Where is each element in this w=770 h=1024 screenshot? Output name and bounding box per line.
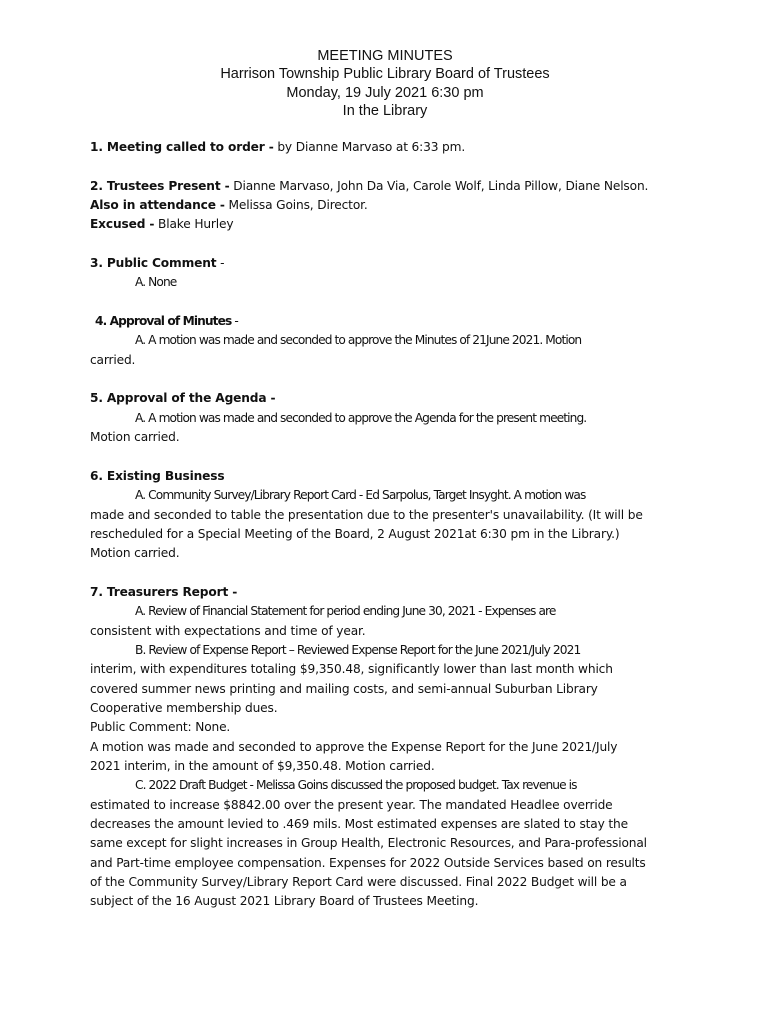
minutes-body [90, 138, 682, 912]
attendance-text: Melissa Goins, Director. [224, 198, 368, 213]
list-item-line: consistent with expectations and time of year. [90, 623, 366, 638]
list-item-line: and Part-time employee compensation. Expenses for 2022 Outside Services based on results [90, 855, 646, 870]
section-treasurers-report: 7. Treasurers Report - [90, 584, 238, 599]
section-heading: 2. Trustees Present - [90, 178, 230, 193]
section-approval-of-minutes [90, 312, 682, 331]
list-item-line: made and seconded to table the presentation due to the presenter's unavailability. (It will be [90, 507, 643, 522]
list-item: A. None [135, 275, 177, 290]
list-item-line: A. Review of Financial Statement for period ending June 30, 2021 - Expenses are [135, 604, 556, 619]
section-existing-business: 6. Existing Business [90, 468, 225, 483]
section-heading: 1. Meeting called to order - [90, 140, 274, 154]
minutes-header [0, 47, 770, 121]
section-trustees-present [90, 177, 682, 196]
section-approval-of-agenda [90, 389, 682, 408]
organization-name: Harrison Township Public Library Board of Trustees [220, 66, 550, 83]
list-item-line: carried. [90, 352, 136, 367]
section-heading: 5. Approval of the Agenda - [90, 391, 276, 406]
excused-text: Blake Hurley [154, 217, 234, 232]
list-item-line: rescheduled for a Special Meeting of the Board, 2 August 2021at 6:30 pm in the Library.) [90, 526, 620, 541]
list-item-line: decreases the amount levied to .469 mils. Most estimated expenses are slated to stay the [90, 817, 628, 832]
section-call-to-order [90, 138, 682, 157]
section-text: Dianne Marvaso, John Da Via, Carole Wolf, Linda Pillow, Diane Nelson. [229, 178, 649, 193]
list-item-line: A. Community Survey/Library Report Card - Ed Sarpolus, Target Insyght. A motion was [135, 488, 586, 503]
list-item-line: Motion carried. [90, 430, 180, 445]
list-item-line: subject of the 16 August 2021 Library Board of Trustees Meeting. [90, 894, 479, 909]
section-heading: 4. Approval of Minutes [95, 314, 232, 329]
heading-dash: - [216, 256, 225, 271]
excused [90, 215, 682, 234]
list-item-line: covered summer news printing and mailing costs, and semi-annual Suburban Library [90, 681, 598, 696]
section-public-comment [90, 254, 682, 273]
list-item-line: B. Review of Expense Report – Reviewed Expense Report for the June 2021/July 2021 [135, 642, 581, 657]
list-item-line: interim, with expenditures totaling $9,350.48, significantly lower than last month which [90, 662, 613, 677]
list-item-line: Cooperative membership dues. [90, 700, 278, 715]
section-heading: 3. Public Comment [90, 256, 217, 271]
also-in-attendance [90, 196, 682, 215]
heading-dash: - [231, 314, 238, 329]
list-item-line: estimated to increase $8842.00 over the present year. The mandated Headlee override [90, 797, 613, 812]
list-item-line: A motion was made and seconded to approve the Expense Report for the June 2021/July [90, 739, 618, 754]
list-item-line: C. 2022 Draft Budget - Melissa Goins discussed the proposed budget. Tax revenue is [135, 778, 577, 793]
list-item-line: 2021 interim, in the amount of $9,350.48. Motion carried. [90, 759, 435, 773]
attendance-label: Also in attendance - [90, 198, 225, 213]
list-item-line: A. A motion was made and seconded to approve the Minutes of 21June 2021. Motion [135, 333, 582, 348]
list-item-line: same except for slight increases in Group Health, Electronic Resources, and Para-professional [90, 836, 647, 851]
list-item-line: of the Community Survey/Library Report Card were discussed. Final 2022 Budget will be a [90, 875, 627, 890]
meeting-location: In the Library [342, 103, 428, 120]
list-item-line: Motion carried. [90, 546, 180, 561]
list-item-line: Public Comment: None. [90, 720, 231, 735]
list-item-line: A. A motion was made and seconded to approve the Agenda for the present meeting. [135, 410, 587, 425]
section-text: by Dianne Marvaso at 6:33 pm. [273, 140, 466, 154]
excused-label: Excused - [90, 217, 155, 232]
document-title: MEETING MINUTES [317, 48, 453, 64]
meeting-date: Monday, 19 July 2021 6:30 pm [286, 84, 484, 101]
